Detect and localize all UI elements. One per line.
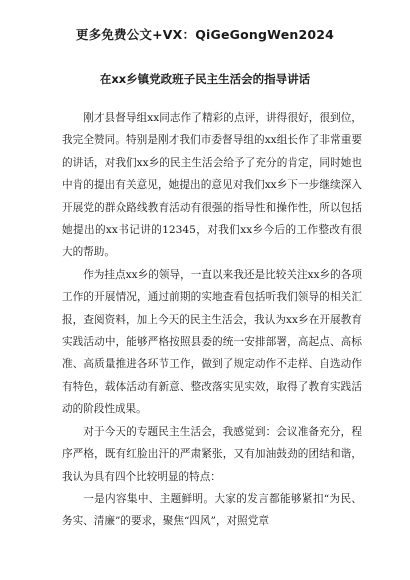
document-title: 在xx乡镇党政班子民主生活会的指导讲话 [99, 72, 311, 86]
paragraph-3: 对于今天的专题民主生活会，我感觉到：会议准备充分，程序严格，既有红脸出汗的严肃紧张，又有加油鼓劲的团结和谐，我认为具有四个比较明显的特点： [62, 425, 362, 483]
paragraph-4: 一是内容集中、主题鲜明。大家的发言都能够紧扣“为民、务实、清廉”的要求，聚焦“四风”，对照党章 [62, 492, 362, 528]
document-body [62, 107, 362, 533]
paragraph-1: 刚才县督导组xx同志作了精彩的点评，讲得很好，很到位，我完全赞同。特别是刚才我们市委督导组的xx组长作了非常重要的讲话，对我们xx乡的民主生活会给予了充分的肯定，同时她也中肯的提出有关意见，她提出的意见对我们xx乡下一步继续深入开展党的群众路线教育活动有很强的指导性和操作性，所以包括她提出的xx书记讲的12345，对我们xx乡今后的工作整改有很大的帮助。 [62, 112, 362, 259]
paragraph-2: 作为挂点xx乡的领导，一直以来我还是比较关注xx乡的各项工作的开展情况，通过前期的实地查看包括听我们领导的相关汇报，查阅资料，加上今天的民主生活会，我认为xx乡在开展教育实践活动中，能够严格按照县委的统一安排部署，高起点、高标准、高质量推进各环节工作，做到了规定动作不走样、自选动作有特色，载体活动有新意、整改落实见实效，取得了教育实践活动的阶段性成果。 [62, 268, 362, 416]
promo-banner: 更多免费公文+VX：QiGeGongWen2024 [75, 27, 335, 42]
